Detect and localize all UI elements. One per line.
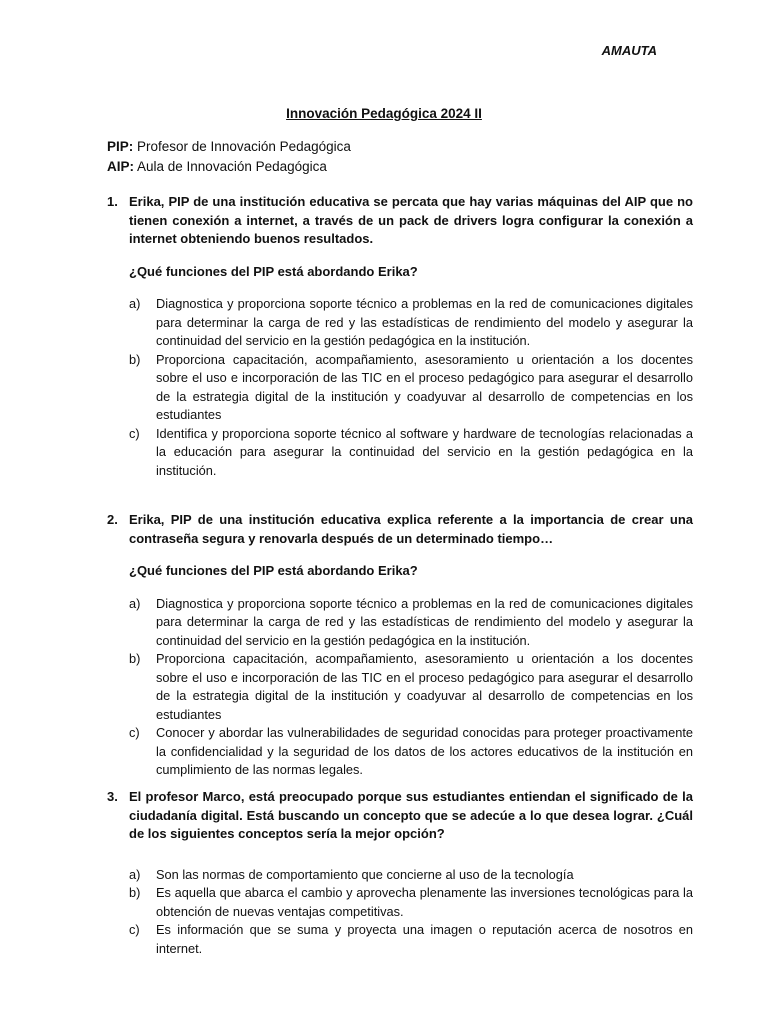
option-letter: b) (129, 351, 141, 367)
definition-abbr: PIP: (107, 139, 134, 154)
option-c (107, 921, 693, 958)
question-1 (107, 193, 693, 480)
header-brand: AMAUTA (601, 43, 657, 58)
option-b (107, 351, 693, 425)
question-number: 3. (107, 789, 118, 804)
question-number: 2. (107, 512, 118, 527)
option-letter: c) (129, 922, 140, 937)
option-c (107, 425, 693, 481)
option-text: Diagnostica y proporciona soporte técnico a problemas en la red de comunicaciones digitales para determinar la carga de red y las estadísticas de rendimiento del modelo y asegurar la continuidad del servicio en la gestión pedagógica en la institución. (156, 595, 693, 648)
option-text: Proporciona capacitación, acompañamiento, asesoramiento u orientación a los docentes sobre el uso e incorporación de las TIC en el proceso pedagógico para asegurar el desarrollo de la estrategia digital de la institución y coadyuvar al desarrollo de competencias en los estudiantes (156, 351, 693, 422)
question-text: El profesor Marco, está preocupado porque sus estudiantes entiendan el significado de la ciudadanía digital. Está buscando un concepto que se adecúe a lo que desea lograr. ¿Cuál de los siguientes conceptos sería la mejor opción? (129, 789, 693, 841)
options-list (107, 295, 693, 480)
question-text: Erika, PIP de una institución educativa se percata que hay varias máquinas del AIP que no tienen conexión a internet, a través de un pack de drivers logra configurar la conexión a internet obteniendo buenos resultados. (129, 194, 693, 246)
question-2 (107, 511, 693, 780)
options-list (107, 866, 693, 959)
option-letter: b) (129, 885, 141, 900)
definition-abbr: AIP: (107, 159, 134, 174)
definition-text: Aula de Innovación Pedagógica (134, 159, 327, 174)
option-b (107, 884, 693, 921)
question-subquestion: ¿Qué funciones del PIP está abordando Erika? (129, 563, 418, 578)
option-b (107, 650, 693, 724)
option-letter: c) (129, 425, 140, 441)
document-title: Innovación Pedagógica 2024 II (286, 106, 482, 121)
option-text: Son las normas de comportamiento que concierne al uso de la tecnología (156, 866, 574, 882)
option-letter: a) (129, 595, 141, 611)
question-text: Erika, PIP de una institución educativa explica referente a la importancia de crear una contraseña segura y renovarla después de un determinado tiempo… (129, 512, 693, 546)
option-text: Identifica y proporciona soporte técnico al software y hardware de tecnologías relacionadas a la educación para asegurar la continuidad del servicio en la gestión pedagógica en la institución. (156, 425, 693, 478)
definition-pip (107, 137, 351, 157)
question-3 (107, 788, 693, 958)
question-number: 1. (107, 194, 118, 209)
definition-text: Profesor de Innovación Pedagógica (133, 139, 351, 154)
question-subquestion: ¿Qué funciones del PIP está abordando Erika? (129, 263, 418, 279)
definition-aip (107, 157, 351, 177)
option-a (107, 295, 693, 351)
option-a (107, 866, 693, 885)
definitions (107, 137, 351, 177)
option-text: Es aquella que abarca el cambio y aprovecha plenamente las inversiones tecnológicas para la obtención de nuevas ventajas competitivas. (156, 885, 693, 919)
option-text: Diagnostica y proporciona soporte técnico a problemas en la red de comunicaciones digitales para determinar la carga de red y las estadísticas de rendimiento del modelo y asegurar la continuidad del servicio en la gestión pedagógica en la institución. (156, 296, 693, 348)
option-letter: a) (129, 296, 141, 311)
option-c (107, 724, 693, 780)
option-letter: a) (129, 866, 141, 882)
option-text: Conocer y abordar las vulnerabilidades de seguridad conocidas para proteger proactivamente la confidencialidad y la seguridad de los datos de los actores educativos de la institución en cumplimiento de las normas legales. (156, 725, 693, 777)
option-letter: c) (129, 725, 140, 740)
option-a (107, 595, 693, 651)
options-list (107, 595, 693, 780)
option-text: Proporciona capacitación, acompañamiento, asesoramiento u orientación a los docentes sobre el uso e incorporación de las TIC en el proceso pedagógico para asegurar el desarrollo de la estrategia digital de la institución y coadyuvar al desarrollo de competencias en los estudiantes (156, 651, 693, 722)
option-text: Es información que se suma y proyecta una imagen o reputación acerca de nosotros en internet. (156, 922, 693, 956)
option-letter: b) (129, 651, 141, 666)
